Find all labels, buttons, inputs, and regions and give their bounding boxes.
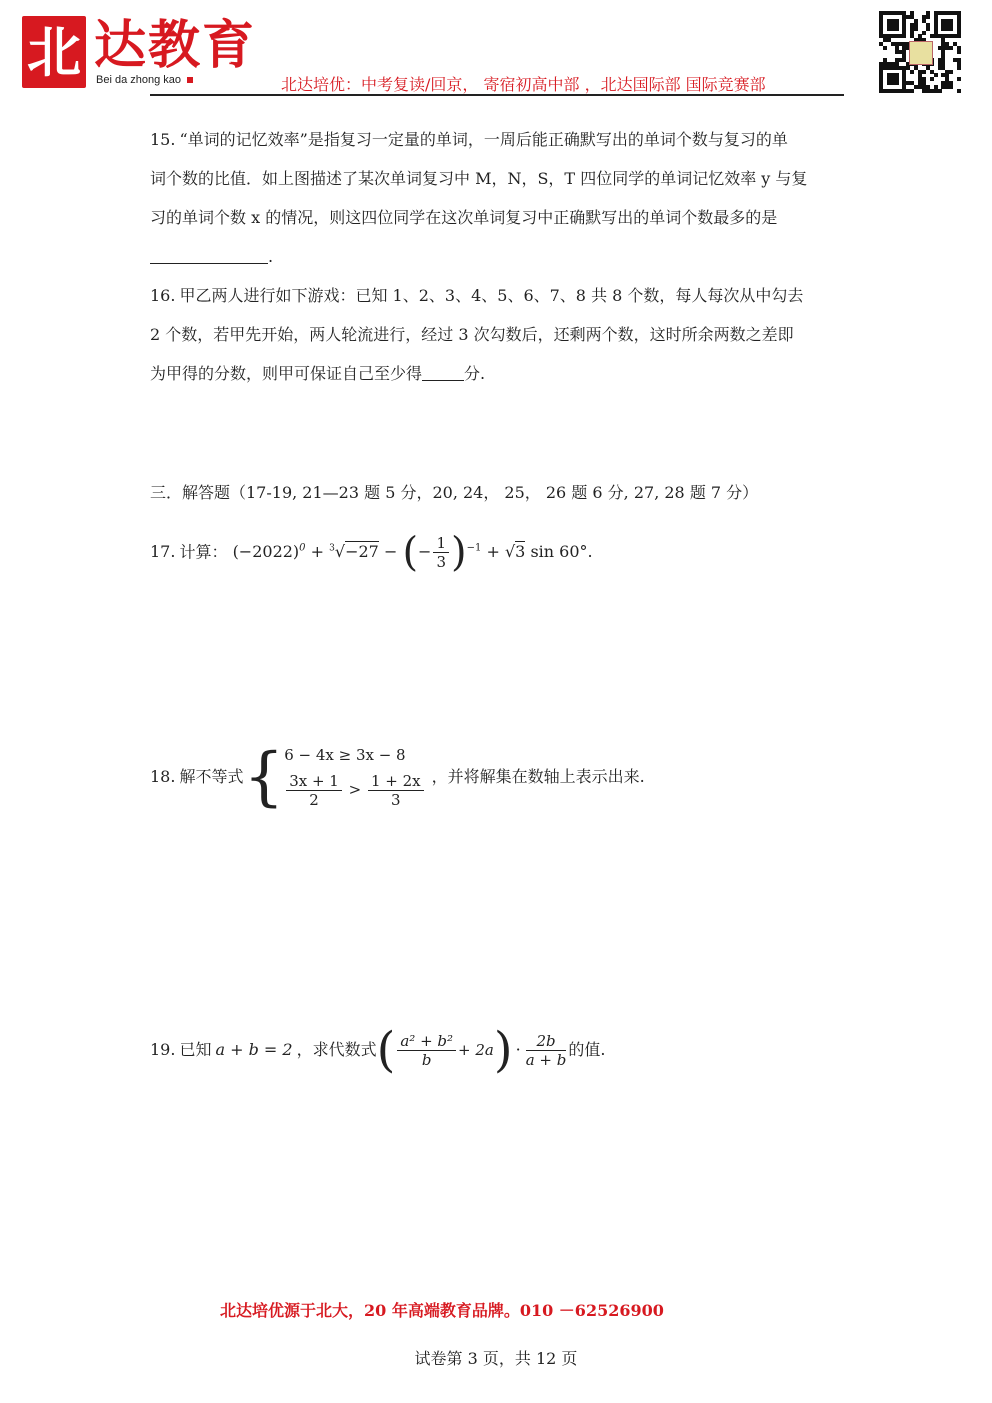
qr-module <box>887 66 891 70</box>
header-divider <box>150 94 844 96</box>
qr-module <box>899 42 903 46</box>
qr-module <box>945 34 949 38</box>
qr-module <box>910 89 914 93</box>
question-16: 16. 甲乙两人进行如下游戏：已知 1、2、3、4、5、6、7、8 共 8 个数，每人每次从中勾去 2 个数，若甲先开始，两人轮流进行，经过 3 次勾数后，还剩两个数，这时所余两数之差即 为甲得的分数，则甲可保证自己至少得 分. <box>150 276 844 393</box>
qr-module <box>934 15 938 19</box>
qr-module <box>895 27 899 31</box>
qr-module <box>879 11 883 15</box>
qr-module <box>902 42 906 46</box>
qr-module <box>902 31 906 35</box>
qr-module <box>883 89 887 93</box>
qr-module <box>957 62 961 66</box>
qr-module <box>906 89 910 93</box>
qr-module <box>941 19 945 23</box>
qr-module <box>957 15 961 19</box>
qr-module <box>941 50 945 54</box>
qr-module <box>879 77 883 81</box>
qr-module <box>957 23 961 27</box>
qr-module <box>895 73 899 77</box>
page-number: 试卷第 3 页，共 12 页 <box>414 1349 578 1368</box>
question-number: 15. <box>150 130 176 149</box>
qr-module <box>941 58 945 62</box>
question-19: 19. 已知 a + b = 2 ，求代数式 ( $\frac{\text{a² + b²}}{b}$ + 2a ) · $\frac{2b}{a + b}$ 的值. <box>150 1022 606 1078</box>
qr-module <box>957 58 961 62</box>
qr-module <box>941 85 945 89</box>
qr-module <box>926 66 930 70</box>
qr-module <box>957 77 961 81</box>
qr-module <box>879 42 883 46</box>
qr-module <box>930 70 934 74</box>
qr-module <box>941 34 945 38</box>
answer-blank[interactable] <box>150 245 268 264</box>
qr-module <box>941 11 945 15</box>
q16-line1: 甲乙两人进行如下游戏：已知 1、2、3、4、5、6、7、8 共 8 个数，每人每次从中勾去 <box>179 286 804 305</box>
qr-module <box>938 62 942 66</box>
qr-module <box>879 89 883 93</box>
qr-module <box>934 89 938 93</box>
qr-module <box>918 34 922 38</box>
qr-module <box>879 19 883 23</box>
section-heading: 三．解答题（17-19, 21—23 题 5 分，20, 24， 25， 26 题 6 分, 27, 28 题 7 分） <box>150 483 759 502</box>
qr-module <box>906 15 910 19</box>
qr-module <box>941 73 945 77</box>
qr-module <box>895 11 899 15</box>
qr-module <box>926 27 930 31</box>
qr-module <box>879 70 883 74</box>
qr-module <box>891 62 895 66</box>
qr-module <box>949 70 953 74</box>
qr-module <box>883 38 887 42</box>
qr-module <box>902 15 906 19</box>
qr-module <box>922 77 926 81</box>
qr-module <box>910 81 914 85</box>
qr-module <box>934 34 938 38</box>
qr-module <box>945 42 949 46</box>
qr-module <box>949 46 953 50</box>
qr-module <box>891 42 895 46</box>
qr-module <box>922 70 926 74</box>
qr-module <box>879 73 883 77</box>
question-number: 18. <box>150 766 176 786</box>
qr-module <box>887 23 891 27</box>
qr-module <box>883 58 887 62</box>
qr-module <box>899 50 903 54</box>
qr-module <box>887 11 891 15</box>
qr-module <box>934 23 938 27</box>
qr-module <box>926 15 930 19</box>
qr-module <box>945 23 949 27</box>
qr-module <box>957 31 961 35</box>
question-18: 18. 解不等式 { 6 − 4x ≥ 3x − 8 $\frac{3x + 1}{2}$ > $\frac{1 + 2x}{3}$ ，并将解集在数轴上表示出来. <box>150 739 645 814</box>
qr-module <box>941 46 945 50</box>
qr-module <box>891 66 895 70</box>
qr-module <box>891 77 895 81</box>
qr-module <box>914 66 918 70</box>
qr-module <box>957 19 961 23</box>
answer-blank[interactable] <box>422 362 464 381</box>
qr-module <box>891 34 895 38</box>
question-number: 19. <box>150 1040 176 1059</box>
question-number: 16. <box>150 286 176 305</box>
qr-module <box>945 81 949 85</box>
qr-module <box>887 34 891 38</box>
qr-module <box>926 23 930 27</box>
qr-module <box>945 70 949 74</box>
qr-module <box>938 46 942 50</box>
qr-module <box>910 31 914 35</box>
qr-module <box>949 27 953 31</box>
qr-module <box>899 34 903 38</box>
qr-module <box>879 85 883 89</box>
qr-module <box>887 38 891 42</box>
q16-line3: 为甲得的分数，则甲可保证自己至少得 <box>150 364 423 383</box>
qr-module <box>922 31 926 35</box>
qr-module <box>879 34 883 38</box>
question-number: 17. <box>150 542 176 562</box>
qr-module <box>922 81 926 85</box>
question-17: 17. 计算： $(-2022)^0 + ^3√-27$ − (− $\frac{1}{3}$ )$^{-1}$ + √3 sin 60°. <box>150 529 593 576</box>
qr-module <box>938 89 942 93</box>
footer-brand-line: 北达培优源于北大，20 年高端教育品牌。010 －62526900 <box>220 1301 664 1320</box>
qr-module <box>918 70 922 74</box>
q15-line2: 词个数的比值．如上图描述了某次单词复习中 M，N，S，T 四位同学的单词记忆效率 y 与复 <box>150 169 808 188</box>
qr-module <box>938 66 942 70</box>
qr-module <box>902 89 906 93</box>
qr-module <box>957 46 961 50</box>
qr-center-logo <box>909 41 933 65</box>
qr-module <box>895 46 899 50</box>
qr-module <box>887 73 891 77</box>
qr-module <box>949 34 953 38</box>
qr-module <box>887 19 891 23</box>
qr-module <box>934 85 938 89</box>
qr-module <box>934 19 938 23</box>
qr-module <box>945 19 949 23</box>
qr-module <box>910 23 914 27</box>
qr-module <box>891 81 895 85</box>
qr-module <box>879 15 883 19</box>
qr-module <box>934 27 938 31</box>
qr-module <box>887 81 891 85</box>
qr-module <box>895 50 899 54</box>
qr-module <box>914 85 918 89</box>
qr-module <box>949 11 953 15</box>
qr-module <box>906 66 910 70</box>
qr-module <box>906 81 910 85</box>
qr-module <box>902 50 906 54</box>
qr-module <box>922 85 926 89</box>
qr-module <box>957 50 961 54</box>
qr-module <box>883 34 887 38</box>
qr-module <box>930 34 934 38</box>
qr-module <box>945 11 949 15</box>
qr-module <box>883 11 887 15</box>
qr-module <box>953 42 957 46</box>
qr-module <box>895 23 899 27</box>
qr-module <box>902 23 906 27</box>
qr-module <box>926 11 930 15</box>
qr-module <box>902 70 906 74</box>
qr-module <box>891 19 895 23</box>
qr-module <box>957 89 961 93</box>
qr-module <box>902 27 906 31</box>
qr-code-icon <box>879 11 961 93</box>
qr-module <box>945 27 949 31</box>
qr-module <box>887 77 891 81</box>
qr-module <box>922 19 926 23</box>
qr-module <box>879 62 883 66</box>
qr-module <box>879 23 883 27</box>
qr-module <box>895 81 899 85</box>
qr-module <box>887 89 891 93</box>
qr-module <box>914 23 918 27</box>
qr-module <box>938 58 942 62</box>
qr-module <box>895 19 899 23</box>
qr-module <box>902 46 906 50</box>
qr-module <box>910 70 914 74</box>
qr-module <box>957 27 961 31</box>
qr-module <box>879 66 883 70</box>
qr-module <box>902 81 906 85</box>
qr-module <box>941 62 945 66</box>
q16-line2: 2 个数，若甲先开始，两人轮流进行，经过 3 次勾数后，还剩两个数，这时所余两数之差即 <box>150 325 794 344</box>
qr-module <box>895 66 899 70</box>
qr-module <box>930 89 934 93</box>
qr-module <box>887 27 891 31</box>
qr-module <box>918 77 922 81</box>
qr-module <box>910 34 914 38</box>
q17-expression: $(-2022)^0 + ^3√-27$ − (− $\frac{1}{3}$ )$^{-1}$ + √3 sin 60°. <box>232 529 593 576</box>
qr-module <box>945 77 949 81</box>
qr-module <box>883 62 887 66</box>
qr-module <box>910 11 914 15</box>
qr-module <box>918 85 922 89</box>
qr-module <box>918 81 922 85</box>
qr-module <box>949 19 953 23</box>
qr-module <box>902 58 906 62</box>
qr-module <box>902 73 906 77</box>
qr-module <box>899 11 903 15</box>
qr-module <box>891 73 895 77</box>
qr-module <box>934 31 938 35</box>
qr-module <box>902 54 906 58</box>
qr-module <box>953 34 957 38</box>
logo-subtitle: Bei da zhong kao <box>96 74 193 86</box>
qr-module <box>899 89 903 93</box>
qr-module <box>945 46 949 50</box>
qr-module <box>902 19 906 23</box>
system-brace: { <box>243 739 285 814</box>
q15-line1: “单词的记忆效率”是指复习一定量的单词，一周后能正确默写出的单词个数与复习的单 <box>179 130 788 149</box>
qr-module <box>922 89 926 93</box>
qr-module <box>941 81 945 85</box>
qr-module <box>895 34 899 38</box>
qr-module <box>910 15 914 19</box>
qr-module <box>934 11 938 15</box>
qr-module <box>941 66 945 70</box>
qr-module <box>891 89 895 93</box>
logo <box>22 16 262 92</box>
qr-module <box>891 11 895 15</box>
qr-module <box>883 46 887 50</box>
question-15: 15. “单词的记忆效率”是指复习一定量的单词，一周后能正确默写出的单词个数与复习的单 词个数的比值．如上图描述了某次单词复习中 M，N，S，T 四位同学的单词记忆效率 y 与复 习的单词个数 x 的情况，则这四位同学在这次单词复习中正确默写出的单词个数最多的是 . <box>150 120 844 276</box>
qr-module <box>934 73 938 77</box>
qr-module <box>902 66 906 70</box>
qr-module <box>891 27 895 31</box>
qr-module <box>949 85 953 89</box>
logo-name: 达教育 <box>94 15 257 76</box>
qr-module <box>938 34 942 38</box>
qr-module <box>914 19 918 23</box>
q18-system: 6 − 4x ≥ 3x − 8 $\frac{3x + 1}{2}$ > $\frac{1 + 2x}{3}$ <box>284 744 425 809</box>
qr-module <box>957 34 961 38</box>
qr-module <box>949 23 953 27</box>
q15-line3: 习的单词个数 x 的情况，则这四位同学在这次单词复习中正确默写出的单词个数最多的是 <box>150 208 778 227</box>
qr-module <box>926 89 930 93</box>
qr-module <box>941 23 945 27</box>
qr-module <box>930 77 934 81</box>
qr-module <box>899 58 903 62</box>
qr-module <box>902 34 906 38</box>
qr-module <box>902 11 906 15</box>
qr-module <box>941 27 945 31</box>
qr-module <box>895 62 899 66</box>
qr-module <box>895 77 899 81</box>
qr-module <box>902 77 906 81</box>
qr-module <box>899 66 903 70</box>
qr-module <box>887 62 891 66</box>
qr-module <box>910 27 914 31</box>
qr-module <box>941 38 945 42</box>
qr-module <box>883 66 887 70</box>
qr-module <box>945 73 949 77</box>
qr-module <box>902 85 906 89</box>
qr-module <box>895 42 899 46</box>
qr-module <box>891 23 895 27</box>
qr-module <box>938 11 942 15</box>
qr-module <box>922 15 926 19</box>
qr-module <box>918 73 922 77</box>
qr-module <box>879 31 883 35</box>
qr-module <box>879 81 883 85</box>
qr-module <box>941 42 945 46</box>
qr-module <box>926 85 930 89</box>
qr-module <box>957 66 961 70</box>
qr-module <box>895 89 899 93</box>
qr-module <box>914 27 918 31</box>
logo-mark: 北 <box>22 16 86 88</box>
qr-module <box>879 27 883 31</box>
qr-module <box>895 58 899 62</box>
qr-module <box>957 11 961 15</box>
qr-module <box>941 54 945 58</box>
qr-module <box>949 81 953 85</box>
qr-module <box>953 11 957 15</box>
qr-module <box>945 85 949 89</box>
qr-module <box>953 58 957 62</box>
header-slogan: 北达培优：中考复读/回京， 寄宿初高中部 ，北达国际部 国际竞赛部 <box>281 75 766 94</box>
